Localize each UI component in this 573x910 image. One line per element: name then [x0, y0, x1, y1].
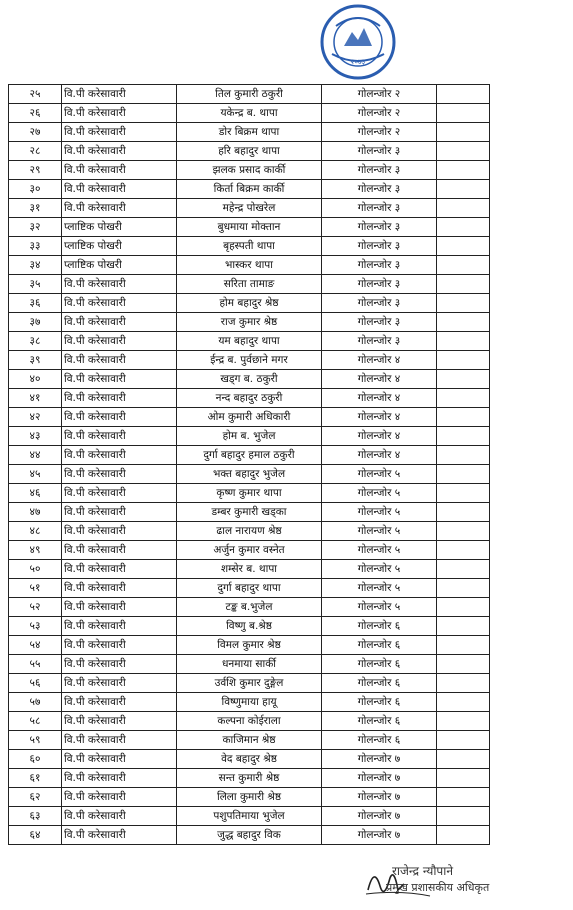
table-row — [9, 503, 490, 522]
beneficiary-name-cell: बृहस्पती थापा — [177, 237, 322, 256]
beneficiary-name-cell: झलक प्रसाद कार्की — [177, 161, 322, 180]
table-row — [9, 693, 490, 712]
serial-number-cell: ५७ — [9, 693, 62, 712]
program-cell: वि.पी करेसावारी — [62, 484, 177, 503]
remarks-cell — [437, 731, 490, 750]
table-row — [9, 522, 490, 541]
serial-number-cell: ४८ — [9, 522, 62, 541]
remarks-cell — [437, 826, 490, 845]
table-row — [9, 294, 490, 313]
serial-number-cell: ५८ — [9, 712, 62, 731]
address-cell: गोलन्जोर ६ — [322, 655, 437, 674]
program-cell: वि.पी करेसावारी — [62, 769, 177, 788]
table-row — [9, 674, 490, 693]
program-cell: वि.पी करेसावारी — [62, 636, 177, 655]
remarks-cell — [437, 446, 490, 465]
table-row — [9, 750, 490, 769]
remarks-cell — [437, 85, 490, 104]
serial-number-cell: ५१ — [9, 579, 62, 598]
remarks-cell — [437, 256, 490, 275]
remarks-cell — [437, 655, 490, 674]
program-cell: वि.पी करेसावारी — [62, 351, 177, 370]
table-row — [9, 142, 490, 161]
table-row — [9, 123, 490, 142]
table-row — [9, 199, 490, 218]
address-cell: गोलन्जोर ३ — [322, 218, 437, 237]
stamp-number: २०७३ — [350, 58, 366, 66]
remarks-cell — [437, 750, 490, 769]
remarks-cell — [437, 427, 490, 446]
remarks-cell — [437, 408, 490, 427]
table-row — [9, 256, 490, 275]
table-row — [9, 351, 490, 370]
table-row — [9, 465, 490, 484]
remarks-cell — [437, 199, 490, 218]
remarks-cell — [437, 370, 490, 389]
address-cell: गोलन्जोर ३ — [322, 237, 437, 256]
remarks-cell — [437, 579, 490, 598]
address-cell: गोलन्जोर ४ — [322, 351, 437, 370]
remarks-cell — [437, 674, 490, 693]
remarks-cell — [437, 351, 490, 370]
program-cell: वि.पी करेसावारी — [62, 826, 177, 845]
table-row — [9, 655, 490, 674]
address-cell: गोलन्जोर ३ — [322, 161, 437, 180]
serial-number-cell: २६ — [9, 104, 62, 123]
table-row — [9, 712, 490, 731]
serial-number-cell: ३८ — [9, 332, 62, 351]
program-cell: वि.पी करेसावारी — [62, 294, 177, 313]
serial-number-cell: ३४ — [9, 256, 62, 275]
program-cell: वि.पी करेसावारी — [62, 674, 177, 693]
serial-number-cell: ६० — [9, 750, 62, 769]
address-cell: गोलन्जोर ७ — [322, 807, 437, 826]
program-cell: वि.पी करेसावारी — [62, 85, 177, 104]
serial-number-cell: ४२ — [9, 408, 62, 427]
beneficiary-name-cell: कृष्ण कुमार थापा — [177, 484, 322, 503]
remarks-cell — [437, 218, 490, 237]
serial-number-cell: २८ — [9, 142, 62, 161]
beneficiary-name-cell: डोर बिक्रम थापा — [177, 123, 322, 142]
serial-number-cell: ३६ — [9, 294, 62, 313]
address-cell: गोलन्जोर २ — [322, 104, 437, 123]
address-cell: गोलन्जोर ७ — [322, 826, 437, 845]
table-row — [9, 579, 490, 598]
address-cell: गोलन्जोर ५ — [322, 484, 437, 503]
program-cell: वि.पी करेसावारी — [62, 332, 177, 351]
remarks-cell — [437, 560, 490, 579]
beneficiary-name-cell: अर्जुन कुमार वस्नेत — [177, 541, 322, 560]
signatory-name: राजेन्द्र न्यौपाने — [392, 864, 454, 878]
beneficiary-name-cell: होम ब. भुजेल — [177, 427, 322, 446]
address-cell: गोलन्जोर ३ — [322, 180, 437, 199]
beneficiary-name-cell: दुर्गा बहादुर हमाल ठकुरी — [177, 446, 322, 465]
beneficiary-name-cell: बुधमाया मोक्तान — [177, 218, 322, 237]
beneficiary-table-body — [9, 85, 490, 845]
serial-number-cell: ५६ — [9, 674, 62, 693]
program-cell: वि.पी करेसावारी — [62, 104, 177, 123]
serial-number-cell: २७ — [9, 123, 62, 142]
serial-number-cell: ५९ — [9, 731, 62, 750]
serial-number-cell: ५२ — [9, 598, 62, 617]
table-row — [9, 218, 490, 237]
remarks-cell — [437, 332, 490, 351]
remarks-cell — [437, 313, 490, 332]
beneficiary-name-cell: पशुपतिमाया भुजेल — [177, 807, 322, 826]
beneficiary-name-cell: नन्द बहादुर ठकुरी — [177, 389, 322, 408]
serial-number-cell: ४७ — [9, 503, 62, 522]
remarks-cell — [437, 598, 490, 617]
beneficiary-name-cell: तिल कुमारी ठकुरी — [177, 85, 322, 104]
beneficiary-name-cell: दुर्गा बहादुर थापा — [177, 579, 322, 598]
remarks-cell — [437, 636, 490, 655]
serial-number-cell: ५४ — [9, 636, 62, 655]
address-cell: गोलन्जोर ४ — [322, 446, 437, 465]
address-cell: गोलन्जोर ३ — [322, 256, 437, 275]
program-cell: वि.पी करेसावारी — [62, 693, 177, 712]
address-cell: गोलन्जोर ७ — [322, 750, 437, 769]
serial-number-cell: २९ — [9, 161, 62, 180]
serial-number-cell: ३२ — [9, 218, 62, 237]
remarks-cell — [437, 123, 490, 142]
address-cell: गोलन्जोर ३ — [322, 199, 437, 218]
serial-number-cell: ६१ — [9, 769, 62, 788]
beneficiary-name-cell: यकेन्द्र ब. थापा — [177, 104, 322, 123]
beneficiary-name-cell: उर्वशि कुमार दुङ्गेल — [177, 674, 322, 693]
beneficiary-table — [8, 84, 490, 845]
address-cell: गोलन्जोर ३ — [322, 313, 437, 332]
serial-number-cell: ४९ — [9, 541, 62, 560]
remarks-cell — [437, 541, 490, 560]
address-cell: गोलन्जोर ५ — [322, 522, 437, 541]
table-row — [9, 370, 490, 389]
address-cell: गोलन्जोर ५ — [322, 541, 437, 560]
serial-number-cell: ३९ — [9, 351, 62, 370]
serial-number-cell: ४५ — [9, 465, 62, 484]
serial-number-cell: ४३ — [9, 427, 62, 446]
beneficiary-name-cell: सन्त कुमारी श्रेष्ठ — [177, 769, 322, 788]
program-cell: वि.पी करेसावारी — [62, 465, 177, 484]
address-cell: गोलन्जोर ३ — [322, 294, 437, 313]
table-row — [9, 85, 490, 104]
remarks-cell — [437, 503, 490, 522]
address-cell: गोलन्जोर ६ — [322, 693, 437, 712]
program-cell: वि.पी करेसावारी — [62, 427, 177, 446]
beneficiary-name-cell: यम बहादुर थापा — [177, 332, 322, 351]
table-row — [9, 237, 490, 256]
program-cell: वि.पी करेसावारी — [62, 199, 177, 218]
program-cell: वि.पी करेसावारी — [62, 617, 177, 636]
beneficiary-name-cell: होम बहादुर श्रेष्ठ — [177, 294, 322, 313]
address-cell: गोलन्जोर ७ — [322, 769, 437, 788]
beneficiary-name-cell: धनमाया सार्की — [177, 655, 322, 674]
remarks-cell — [437, 522, 490, 541]
program-cell: वि.पी करेसावारी — [62, 142, 177, 161]
serial-number-cell: ६३ — [9, 807, 62, 826]
table-row — [9, 826, 490, 845]
program-cell: वि.पी करेसावारी — [62, 161, 177, 180]
beneficiary-name-cell: डम्बर कुमारी खड्का — [177, 503, 322, 522]
beneficiary-name-cell: भास्कर थापा — [177, 256, 322, 275]
table-row — [9, 104, 490, 123]
table-row — [9, 788, 490, 807]
table-row — [9, 446, 490, 465]
serial-number-cell: ४४ — [9, 446, 62, 465]
remarks-cell — [437, 104, 490, 123]
program-cell: वि.पी करेसावारी — [62, 560, 177, 579]
address-cell: गोलन्जोर ६ — [322, 636, 437, 655]
table-row — [9, 731, 490, 750]
program-cell: वि.पी करेसावारी — [62, 446, 177, 465]
beneficiary-name-cell: लिला कुमारी श्रेष्ठ — [177, 788, 322, 807]
serial-number-cell: ४० — [9, 370, 62, 389]
serial-number-cell: ६४ — [9, 826, 62, 845]
table-row — [9, 636, 490, 655]
remarks-cell — [437, 465, 490, 484]
remarks-cell — [437, 142, 490, 161]
serial-number-cell: ६२ — [9, 788, 62, 807]
serial-number-cell: ३५ — [9, 275, 62, 294]
beneficiary-name-cell: वेद बहादुर श्रेष्ठ — [177, 750, 322, 769]
remarks-cell — [437, 237, 490, 256]
beneficiary-name-cell: जुद्ध बहादुर विक — [177, 826, 322, 845]
serial-number-cell: ३७ — [9, 313, 62, 332]
address-cell: गोलन्जोर ५ — [322, 503, 437, 522]
address-cell: गोलन्जोर ६ — [322, 731, 437, 750]
table-row — [9, 484, 490, 503]
beneficiary-name-cell: कल्पना कोईराला — [177, 712, 322, 731]
program-cell: वि.पी करेसावारी — [62, 503, 177, 522]
program-cell: वि.पी करेसावारी — [62, 275, 177, 294]
program-cell: वि.पी करेसावारी — [62, 731, 177, 750]
address-cell: गोलन्जोर २ — [322, 85, 437, 104]
beneficiary-name-cell: काजिमान श्रेष्ठ — [177, 731, 322, 750]
beneficiary-name-cell: विष्णुमाया हायू — [177, 693, 322, 712]
serial-number-cell: ३१ — [9, 199, 62, 218]
serial-number-cell: ५५ — [9, 655, 62, 674]
program-cell: वि.पी करेसावारी — [62, 408, 177, 427]
beneficiary-name-cell: सरिता तामाङ — [177, 275, 322, 294]
table-row — [9, 161, 490, 180]
address-cell: गोलन्जोर ५ — [322, 465, 437, 484]
program-cell: वि.पी करेसावारी — [62, 712, 177, 731]
beneficiary-name-cell: भक्त बहादुर भुजेल — [177, 465, 322, 484]
program-cell: वि.पी करेसावारी — [62, 750, 177, 769]
program-cell: वि.पी करेसावारी — [62, 123, 177, 142]
address-cell: गोलन्जोर २ — [322, 123, 437, 142]
address-cell: गोलन्जोर ५ — [322, 598, 437, 617]
remarks-cell — [437, 294, 490, 313]
remarks-cell — [437, 617, 490, 636]
remarks-cell — [437, 275, 490, 294]
address-cell: गोलन्जोर ४ — [322, 370, 437, 389]
beneficiary-name-cell: ढाल नारायण श्रेष्ठ — [177, 522, 322, 541]
program-cell: वि.पी करेसावारी — [62, 541, 177, 560]
remarks-cell — [437, 712, 490, 731]
program-cell: वि.पी करेसावारी — [62, 788, 177, 807]
address-cell: गोलन्जोर ४ — [322, 389, 437, 408]
remarks-cell — [437, 769, 490, 788]
address-cell: गोलन्जोर ४ — [322, 427, 437, 446]
program-cell: वि.पी करेसावारी — [62, 655, 177, 674]
program-cell: वि.पी करेसावारी — [62, 180, 177, 199]
beneficiary-name-cell: हरि बहादुर थापा — [177, 142, 322, 161]
address-cell: गोलन्जोर ६ — [322, 712, 437, 731]
program-cell: वि.पी करेसावारी — [62, 313, 177, 332]
address-cell: गोलन्जोर ६ — [322, 674, 437, 693]
remarks-cell — [437, 807, 490, 826]
beneficiary-name-cell: किर्ता बिक्रम कार्की — [177, 180, 322, 199]
program-cell: वि.पी करेसावारी — [62, 370, 177, 389]
serial-number-cell: २५ — [9, 85, 62, 104]
table-row — [9, 275, 490, 294]
remarks-cell — [437, 180, 490, 199]
table-row — [9, 617, 490, 636]
serial-number-cell: ४१ — [9, 389, 62, 408]
remarks-cell — [437, 693, 490, 712]
beneficiary-name-cell: विष्णु ब.श्रेष्ठ — [177, 617, 322, 636]
address-cell: गोलन्जोर ७ — [322, 788, 437, 807]
table-row — [9, 560, 490, 579]
beneficiary-name-cell: ईन्द्र ब. पुर्वछाने मगर — [177, 351, 322, 370]
serial-number-cell: ५० — [9, 560, 62, 579]
remarks-cell — [437, 161, 490, 180]
table-row — [9, 313, 490, 332]
table-row — [9, 408, 490, 427]
remarks-cell — [437, 484, 490, 503]
program-cell: वि.पी करेसावारी — [62, 579, 177, 598]
program-cell: प्लाष्टिक पोखरी — [62, 256, 177, 275]
beneficiary-name-cell: खड्ग ब. ठकुरी — [177, 370, 322, 389]
beneficiary-name-cell: महेन्द्र पोखरेल — [177, 199, 322, 218]
table-row — [9, 332, 490, 351]
official-stamp — [318, 2, 398, 82]
table-row — [9, 427, 490, 446]
program-cell: प्लाष्टिक पोखरी — [62, 218, 177, 237]
program-cell: वि.पी करेसावारी — [62, 598, 177, 617]
address-cell: गोलन्जोर ६ — [322, 617, 437, 636]
serial-number-cell: ४६ — [9, 484, 62, 503]
beneficiary-name-cell: विमल कुमार श्रेष्ठ — [177, 636, 322, 655]
table-row — [9, 769, 490, 788]
program-cell: वि.पी करेसावारी — [62, 389, 177, 408]
beneficiary-name-cell: राज कुमार श्रेष्ठ — [177, 313, 322, 332]
remarks-cell — [437, 788, 490, 807]
program-cell: प्लाष्टिक पोखरी — [62, 237, 177, 256]
program-cell: वि.पी करेसावारी — [62, 807, 177, 826]
address-cell: गोलन्जोर ५ — [322, 579, 437, 598]
serial-number-cell: ३३ — [9, 237, 62, 256]
serial-number-cell: ५३ — [9, 617, 62, 636]
table-row — [9, 389, 490, 408]
table-row — [9, 180, 490, 199]
address-cell: गोलन्जोर ५ — [322, 560, 437, 579]
beneficiary-name-cell: शम्सेर ब. थापा — [177, 560, 322, 579]
serial-number-cell: ३० — [9, 180, 62, 199]
address-cell: गोलन्जोर ३ — [322, 275, 437, 294]
beneficiary-name-cell: टङ्क ब.भुजेल — [177, 598, 322, 617]
table-row — [9, 541, 490, 560]
address-cell: गोलन्जोर ३ — [322, 332, 437, 351]
table-row — [9, 598, 490, 617]
beneficiary-name-cell: ओम कुमारी अधिकारी — [177, 408, 322, 427]
address-cell: गोलन्जोर ४ — [322, 408, 437, 427]
remarks-cell — [437, 389, 490, 408]
table-row — [9, 807, 490, 826]
program-cell: वि.पी करेसावारी — [62, 522, 177, 541]
signatory-title: प्रमुख प्रशासकीय अधिकृत — [386, 881, 490, 894]
address-cell: गोलन्जोर ३ — [322, 142, 437, 161]
